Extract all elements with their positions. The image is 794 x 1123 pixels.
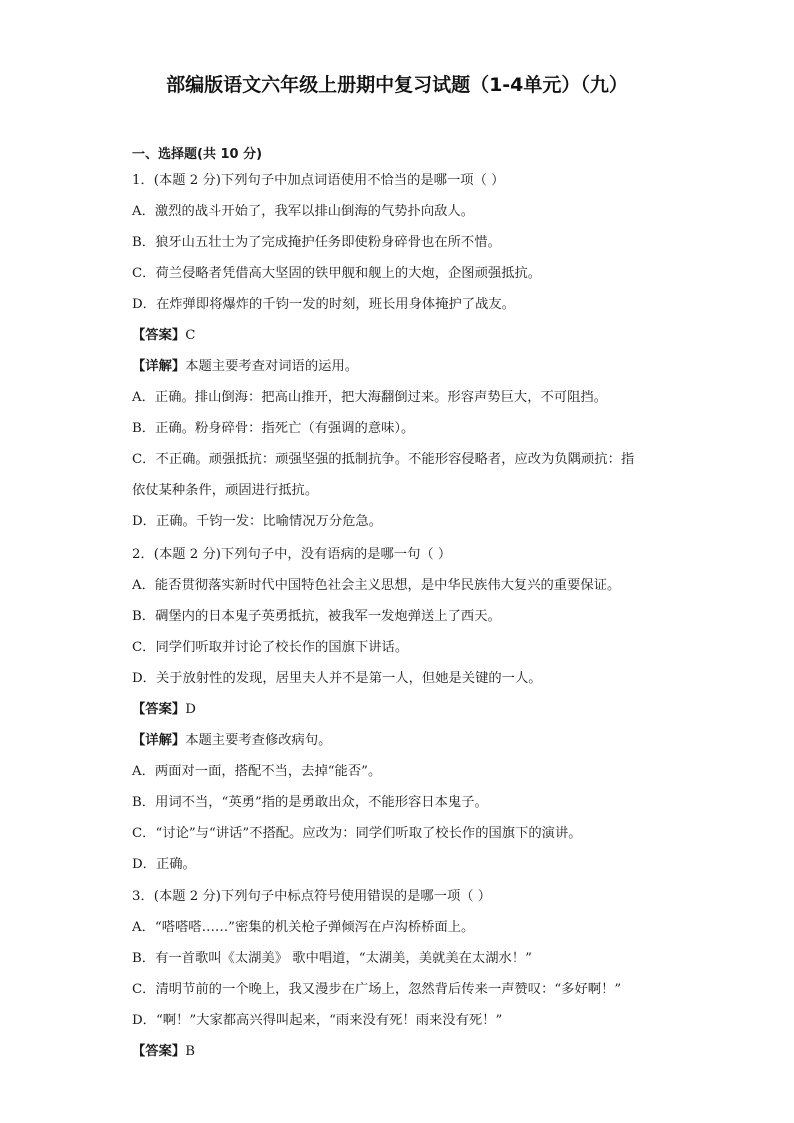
question-1-option-d: D．在炸弹即将爆炸的千钧一发的时刻，班长用身体掩护了战友。 [132,297,515,312]
question-3-stem: 3．(本题 2 分)下列句子中标点符号使用错误的是哪一项（ ） [132,889,492,904]
question-2-detail-line: B．用词不当，“英勇”指的是勇敢出众，不能形容日本鬼子。 [132,795,488,810]
section-heading: 一、选择题(共 10 分) [132,147,263,162]
detail-tag: 【详解】 [132,733,186,748]
question-1-detail-line: C．不正确。顽强抵抗：顽强坚强的抵制抗争。不能形容侵略者，应改为负隅顽抗：指 [132,452,635,467]
question-1-option-b: B．狼牙山五壮士为了完成掩护任务即使粉身碎骨也在所不惜。 [132,235,501,250]
question-1-option-c: C．荷兰侵略者凭借高大坚固的铁甲舰和舰上的大炮，企图顽强抵抗。 [132,266,542,281]
detail-intro: 本题主要考查修改病句。 [185,733,332,748]
question-2-option-a: A．能否贯彻落实新时代中国特色社会主义思想，是中华民族伟大复兴的重要保证。 [132,578,621,593]
question-2-option-d: D．关于放射性的发现，居里夫人并不是第一人，但她是关键的一人。 [132,671,542,686]
question-1-stem: 1．(本题 2 分)下列句子中加点词语使用不恰当的是哪一项（ ） [132,173,505,188]
question-2-option-c: C．同学们听取并讨论了校长作的国旗下讲话。 [132,640,409,655]
question-3-answer [132,1042,195,1062]
question-2-detail-line: D．正确。 [132,857,196,872]
question-2-stem: 2．(本题 2 分)下列句子中，没有语病的是哪一句（ ） [132,547,452,562]
answer-tag: 【答案】 [132,702,186,717]
question-3-option-d: D．“啊！”大家都高兴得叫起来，“雨来没有死！雨来没有死！” [132,1013,503,1028]
detail-intro: 本题主要考查对词语的运用。 [185,359,359,374]
question-1-detail-line: D．正确。千钧一发：比喻情况万分危急。 [132,514,383,529]
question-1-detail-line: 依仗某种条件，顽固进行抵抗。 [132,483,319,498]
answer-value: B [185,1044,195,1059]
question-3-option-c: C．清明节前的一个晚上，我又漫步在广场上，忽然背后传来一声赞叹：“多好啊！” [132,982,622,997]
answer-value: C [185,328,196,343]
question-1-detail [132,357,358,377]
answer-value: D [185,702,196,717]
question-2-detail-line: C．“讨论”与“讲话”不搭配。应改为：同学们听取了校长作的国旗下的演讲。 [132,826,582,841]
question-2-answer [132,700,196,720]
question-2-detail-line: A．两面对一面，搭配不当，去掉“能否”。 [132,764,382,779]
question-3-option-b: B．有一首歌叫《太湖美》 歌中唱道，“太湖美，美就美在太湖水！” [132,951,532,966]
question-1-detail-line: A．正确。排山倒海：把高山推开，把大海翻倒过来。形容声势巨大，不可阻挡。 [132,390,607,405]
answer-tag: 【答案】 [132,328,186,343]
question-2-detail [132,731,331,751]
question-2-option-b: B．碉堡内的日本鬼子英勇抵抗，被我军一发炮弹送上了西天。 [132,609,501,624]
answer-tag: 【答案】 [132,1044,186,1059]
question-1-detail-line: B．正确。粉身碎骨：指死亡（有强调的意味）。 [132,421,415,436]
question-1-answer [132,326,195,346]
question-1-option-a: A．激烈的战斗开始了，我军以排山倒海的气势扑向敌人。 [132,204,475,219]
question-3-option-a: A．“嗒嗒嗒……”密集的机关枪子弹倾泻在卢沟桥桥面上。 [132,920,475,935]
detail-tag: 【详解】 [132,359,186,374]
page-title: 部编版语文六年级上册期中复习试题（1-4单元）（九） [166,74,628,96]
